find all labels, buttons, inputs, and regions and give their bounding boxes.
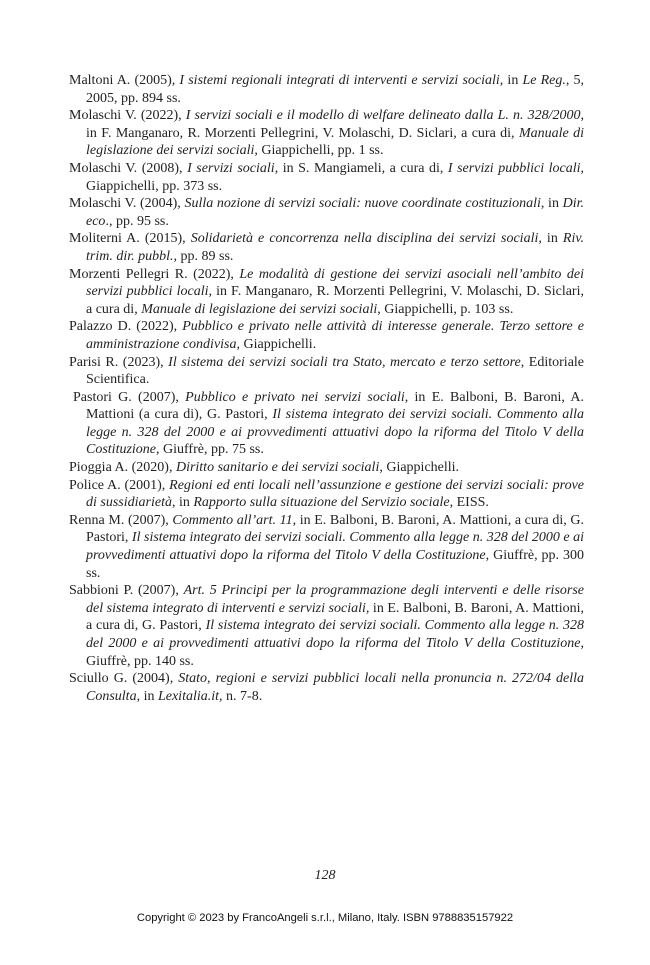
entry-text: Palazzo D. (2022), — [69, 319, 183, 335]
entry-title: I servizi sociali — [187, 160, 275, 176]
entry-title: Lexitalia.it, — [157, 688, 223, 704]
entry-title: Le Reg. — [522, 73, 566, 88]
entry-title: Manuale di legislazione dei servizi sociali — [86, 125, 584, 159]
bibliography-entry — [70, 354, 584, 389]
entry-text: ., pp. 95 ss. — [105, 213, 169, 229]
entry-title: Commento all’art. 11, — [172, 512, 297, 528]
bibliography-entry — [70, 318, 584, 353]
entry-text: Molaschi V. (2004), — [69, 196, 185, 212]
copyright-notice: Copyright © 2023 by FrancoAngeli s.r.l., Milano, Italy. ISBN 9788835157922 — [136, 912, 514, 924]
entry-text: , Giuffrè, pp. 75 ss. — [156, 442, 264, 458]
bibliography-entry — [70, 72, 584, 107]
entry-text: , Giappichelli, pp. 1 ss. — [254, 143, 384, 159]
entry-text: in E. Balboni, B. Baroni, A. Mattioni, a cura di, G. Pastori, — [86, 512, 585, 546]
entry-title: Manuale di legislazione dei servizi sociali — [141, 301, 378, 317]
page-number: 128 — [314, 868, 336, 883]
entry-title: Rapporto sulla situazione del Servizio sociale — [193, 495, 450, 511]
entry-title: Il sistema integrato dei servizi sociali. Commento alla legge n. 328 del 2000 e ai provvedimenti attuativi dopo la riforma del Titolo V della Costituzione — [86, 530, 585, 564]
entry-text: , in F. Manganaro, R. Morzenti Pellegrini, V. Molaschi, D. Siclari, a cura di, — [86, 284, 584, 317]
entry-title: Il sistema integrato dei servizi sociali. Commento alla legge n. 328 del 2000 e ai provvedimenti attuativi dopo la riforma del Titolo V della Costituzione — [86, 618, 584, 651]
entry-text: , in — [499, 73, 523, 88]
bibliography-entry — [70, 477, 584, 512]
entry-text: , Editoriale Scientifica. — [86, 354, 585, 388]
entry-text: , Giappichelli, p. 103 ss. — [377, 301, 514, 317]
bibliography-list — [70, 72, 584, 705]
entry-title: I servizi pubblici locali — [447, 160, 581, 176]
entry-title: Regioni ed enti locali nell’assunzione e gestione dei servizi sociali: prove di sussidiarietà — [86, 477, 584, 511]
entry-text: , Giappichelli. — [379, 460, 460, 476]
entry-title: Pubblico e privato nelle attività di interesse generale. Terzo settore e amministrazione condivisa — [86, 319, 585, 352]
entry-title: Sulla nozione di servizi sociali: nuove coordinate costituzionali — [184, 196, 541, 212]
entry-text: Pastori G. (2007), — [73, 389, 186, 405]
bibliography-entry — [70, 389, 584, 459]
entry-text: , 5, 2005, pp. 894 ss. — [86, 73, 585, 106]
bibliography-entry — [70, 670, 584, 705]
entry-text: Molaschi V. (2008), — [69, 160, 188, 176]
entry-title: Pubblico e privato nei servizi sociali — [185, 389, 405, 405]
entry-text: Moliterni A. (2015), — [69, 231, 191, 247]
entry-text: , in F. Manganaro, R. Morzenti Pellegrini, V. Molaschi, D. Siclari, a cura di, — [86, 108, 585, 141]
entry-text: , in — [540, 196, 563, 212]
bibliography-entry — [70, 459, 584, 477]
entry-text: in E. Balboni, B. Baroni, A. Mattioni, a cura di, G. Pastori, — [86, 600, 584, 634]
entry-title: Il sistema integrato dei servizi sociali. Commento alla legge n. 328 del 2000 e ai provvedimenti attuativi dopo la riforma del Titolo V della Costituzione — [86, 407, 584, 458]
entry-title: Solidarietà e concorrenza nella disciplina dei servizi sociali, — [190, 231, 542, 247]
bibliography-entry — [70, 107, 584, 160]
entry-title: I sistemi regionali integrati di interventi e servizi sociali — [179, 73, 500, 88]
entry-text: Morzenti Pellegri R. (2022), — [69, 266, 240, 282]
entry-text: Sciullo G. (2004), — [69, 671, 179, 687]
entry-text: Parisi R. (2023), — [69, 354, 169, 370]
bibliography-entry — [70, 512, 584, 582]
entry-text: , Giuffrè, pp. 300 ss. — [86, 548, 584, 581]
bibliography-entry — [70, 266, 584, 319]
entry-text: , in — [171, 495, 194, 511]
entry-title: I servizi sociali e il modello di welfare delineato dalla L. n. 328/2000 — [185, 108, 581, 124]
entry-title: Stato, regioni e servizi pubblici locali nella pronuncia n. 272/04 della Consulta — [86, 671, 584, 704]
entry-title: Le modalità di gestione dei servizi asociali nell’ambito dei servizi pubblici locali — [86, 266, 584, 300]
entry-title: Diritto sanitario e dei servizi sociali — [175, 460, 380, 476]
entry-text: Renna M. (2007), — [69, 512, 173, 528]
entry-title: Riv. trim. dir. pubbl., — [86, 231, 585, 264]
entry-text: , Giappichelli. — [236, 336, 317, 352]
entry-text: pp. 89 ss. — [177, 248, 234, 264]
entry-text: n. 7-8. — [222, 688, 263, 704]
entry-text: Sabbioni P. (2007), — [69, 583, 184, 599]
entry-text: , in — [136, 688, 158, 704]
entry-text: , in E. Balboni, B. Baroni, A. Mattioni (a cura di), G. Pastori, — [86, 389, 584, 423]
bibliography-entry — [70, 230, 584, 265]
entry-title: Dir. eco — [86, 196, 585, 229]
entry-text: , EISS. — [449, 495, 489, 511]
entry-text: Pioggia A. (2020), — [69, 460, 176, 476]
entry-text: Maltoni A. (2005), — [69, 73, 180, 88]
entry-text: Police A. (2001), — [69, 477, 170, 493]
entry-text: in — [541, 231, 563, 247]
entry-title: Art. 5 Principi per la programmazione degli interventi e delle risorse del sistema integrato di interventi e servizi sociali, — [86, 583, 585, 616]
entry-text: Molaschi V. (2022), — [69, 108, 186, 124]
entry-text: , Giuffrè, pp. 140 ss. — [86, 636, 584, 669]
bibliography-entry — [70, 582, 584, 670]
entry-text: , in S. Mangiameli, a cura di, — [274, 160, 448, 176]
bibliography-entry — [70, 160, 584, 195]
bibliography-entry — [70, 195, 584, 230]
entry-title: Il sistema dei servizi sociali tra Stato, mercato e terzo settore — [168, 354, 521, 370]
entry-text: , Giappichelli, pp. 373 ss. — [86, 160, 584, 194]
